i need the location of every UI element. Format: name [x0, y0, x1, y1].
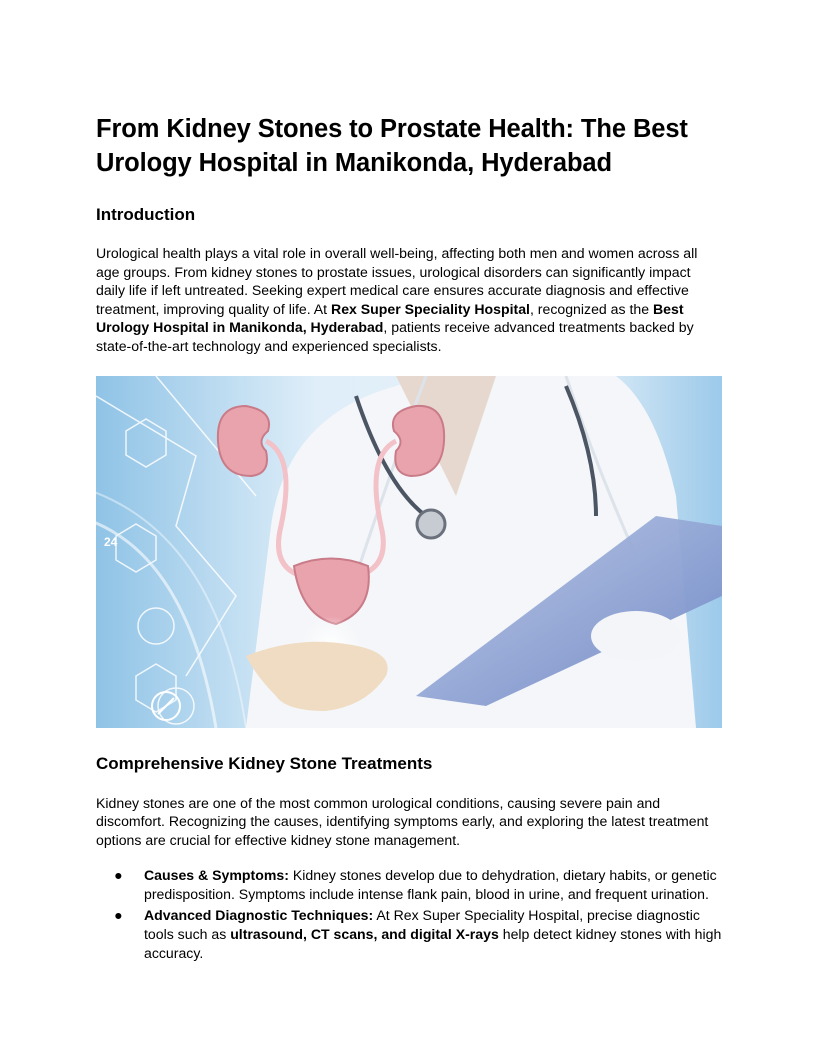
best-urology-phrase: Best Urology Hospital in Manikonda, Hyderabad: [96, 300, 684, 336]
kidney-right-icon: [393, 405, 444, 475]
bullet-label: Advanced Diagnostic Techniques:: [144, 907, 374, 924]
kidney-bullet-list: [96, 866, 722, 963]
hero-image: [96, 376, 722, 728]
kidney-section-heading: Comprehensive Kidney Stone Treatments: [96, 753, 433, 773]
intro-text-1: Urological health plays a vital role in overall well-being, affecting both men and women across all age groups. From kidney stones to prostate issues, urological disorders can significantly impact daily life if left untreated. Seeking expert medical care ensures accurate diagnosis and effective treatment, improving quality of life. At: [96, 245, 698, 317]
hospital-name: Rex Super Speciality Hospital: [331, 300, 530, 317]
bullet-text: help detect kidney stones with high accuracy.: [144, 926, 722, 962]
urology-illustration: [96, 376, 722, 728]
list-item: [96, 906, 722, 963]
bullet-icon: ●: [114, 867, 123, 884]
kidney-section-paragraph: Kidney stones are one of the most common urological conditions, causing severe pain and discomfort. Recognizing the causes, identifying symptoms early, and exploring the latest treatment options are crucial for effective kidney stone management.: [96, 794, 709, 848]
intro-paragraph: [96, 244, 722, 356]
bullet-bold-text: ultrasound, CT scans, and digital X-rays: [230, 926, 499, 943]
intro-heading: Introduction: [96, 205, 196, 224]
page-title: From Kidney Stones to Prostate Health: The Best Urology Hospital in Manikonda, Hyderabad: [96, 115, 688, 177]
intro-text-3: , patients receive advanced treatments backed by state-of-the-art technology and experienced specialists.: [96, 319, 694, 354]
bullet-icon: ●: [114, 907, 123, 924]
intro-text-2: , recognized as the: [529, 300, 653, 317]
bullet-label: Causes & Symptoms:: [144, 867, 289, 884]
list-item: [96, 866, 722, 904]
document-page: [96, 112, 722, 965]
kidney-left-icon: [218, 406, 269, 476]
hours-24-icon: 24: [104, 534, 118, 549]
bullet-text: Kidney stones develop due to dehydration, dietary habits, or genetic predisposition. Symptoms include intense flank pain, blood in urine, and frequent urination.: [144, 867, 717, 903]
bullet-text: At Rex Super Speciality Hospital, precise diagnostic tools such as: [144, 907, 700, 943]
